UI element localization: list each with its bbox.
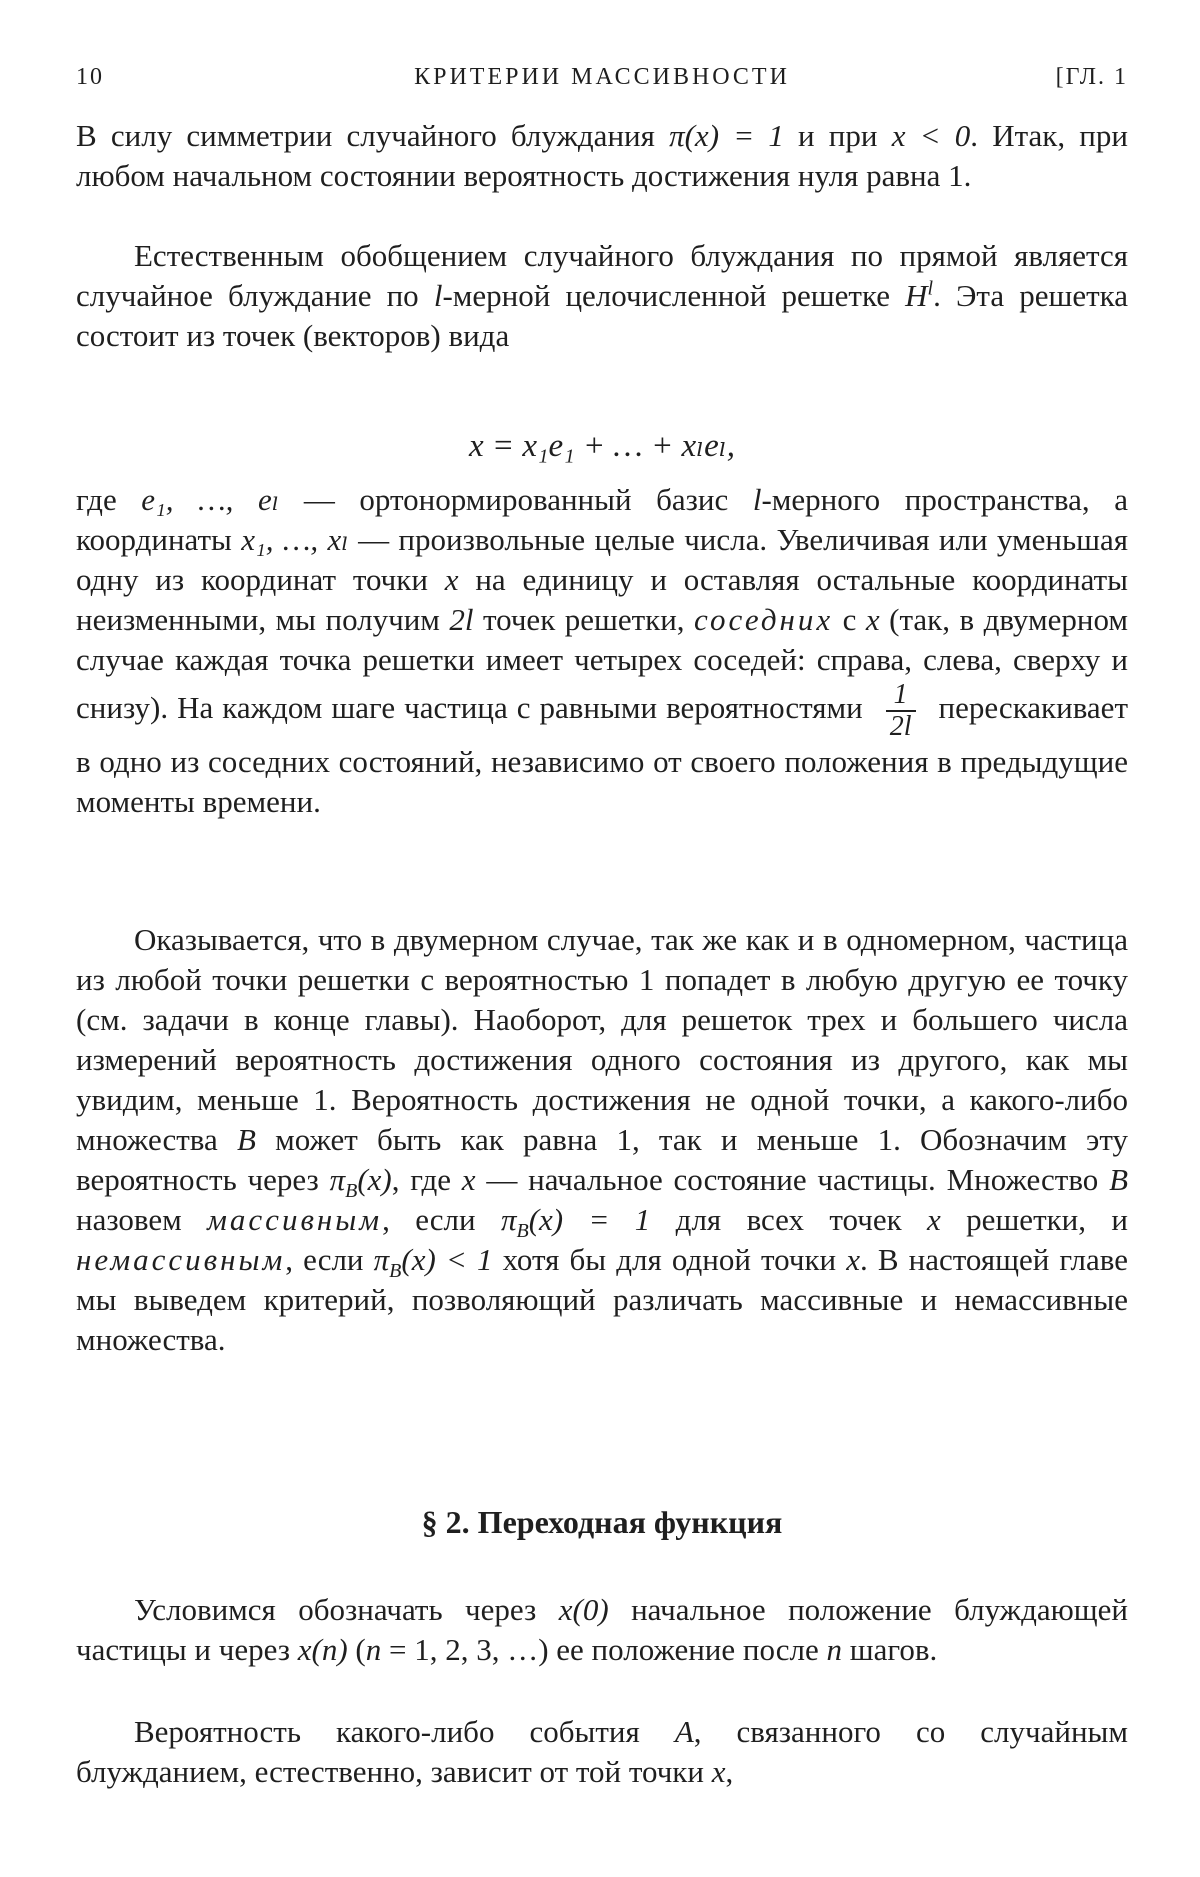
section-heading: § 2. Переходная функция — [421, 1504, 783, 1540]
paragraph-3 — [76, 480, 1128, 822]
math-superscript: l — [927, 277, 934, 300]
text: , — [725, 1754, 734, 1789]
text: , если — [382, 1202, 501, 1237]
text: где — [76, 482, 142, 517]
text: назовем — [76, 1202, 208, 1237]
text: , если — [285, 1242, 374, 1277]
text: ( — [347, 1632, 366, 1667]
text: Оказывается, что в двумерном случае, так же как и в одномерном, частица из любой точки решетки с вероятностью 1 попадет в любую другую ее точку (см. задачи в конце главы). Наоборот, для решеток трех и большего числа измерений вероятность достижения одного состояния из другого, как мы увидим, меньше 1. Вероятность достижения не одной точки, а какого-либо множества — [76, 922, 1128, 1157]
math-symbol: π — [500, 1202, 517, 1237]
paragraph-1 — [76, 116, 1128, 196]
text: перескакивает в одно из соседних состояний, независимо от своего положения в предыдущие моменты времени. — [76, 690, 1128, 819]
math-subscript: B — [389, 1260, 402, 1283]
math-argument: (x) — [357, 1162, 392, 1197]
text: точек решетки, — [473, 602, 695, 637]
math: B — [1109, 1162, 1128, 1197]
text: В силу симметрии случайного блуждания — [76, 118, 670, 153]
text: может быть как равна 1, так и меньше 1. Обозначим эту вероятность через — [76, 1122, 1128, 1197]
running-title: КРИТЕРИИ МАССИВНОСТИ — [414, 64, 790, 90]
paragraph-4 — [76, 920, 1128, 1360]
math: x < 0 — [891, 118, 971, 153]
text: . Эта решетка состоит из точек (векторов) вида — [76, 278, 1129, 353]
math-subscript: B — [345, 1180, 358, 1203]
text: и при — [783, 118, 892, 153]
math-symbol: π — [373, 1242, 390, 1277]
emphasis: массивным — [207, 1202, 383, 1237]
math-subscript: B — [516, 1220, 529, 1243]
math: x — [461, 1162, 476, 1197]
paragraph-5 — [76, 1590, 1128, 1670]
text: , связанного со случайным блужданием, естественно, зависит от той точки — [76, 1714, 1128, 1789]
paragraph-6 — [76, 1712, 1128, 1792]
math-argument: (x) < 1 — [401, 1242, 493, 1277]
text: , где — [391, 1162, 462, 1197]
math-argument: (x) = 1 — [528, 1202, 651, 1237]
text: Условимся обозначать через — [134, 1592, 559, 1627]
chapter-marker: [ГЛ. 1 — [1055, 64, 1128, 90]
text: -мерного пространства, а координаты — [76, 482, 1128, 557]
running-head — [76, 64, 1128, 96]
text: Вероятность какого-либо события — [134, 1714, 675, 1749]
text: на единицу и оставляя остальные координаты неизменными, мы получим — [76, 562, 1128, 637]
math: A — [674, 1714, 694, 1749]
text: . В настоящей главе мы выведем критерий, позволяющий различать массивные и немассивные множества. — [76, 1242, 1129, 1357]
text: начальное положение блуждающей частицы и через — [76, 1592, 1128, 1667]
text: — произвольные целые числа. Увеличивая или уменьшая одну из координат точки — [76, 522, 1128, 597]
math: x(n) — [297, 1632, 348, 1667]
math: x — [444, 562, 459, 597]
text: хотя бы для одной точки — [492, 1242, 847, 1277]
page-number: 10 — [76, 64, 104, 90]
math: 2l — [449, 602, 474, 637]
text: (так, в двумерном случае каждая точка решетки имеет четырех соседей: справа, слева, сверху и снизу). На каждом шаге частица с равными вероятностями — [76, 602, 1128, 726]
math — [905, 278, 933, 313]
math: n — [826, 1632, 842, 1667]
text: шагов. — [842, 1632, 938, 1667]
math: e₁, …, eₗ — [141, 482, 280, 517]
math: π(x) = 1 — [669, 118, 784, 153]
text: для всех точек — [650, 1202, 928, 1237]
math: x — [711, 1754, 726, 1789]
math — [500, 1202, 651, 1243]
math: x — [846, 1242, 860, 1277]
text: — ортонормированный базис — [279, 482, 753, 517]
math: x — [865, 602, 880, 637]
text: решетки, и — [940, 1202, 1128, 1237]
text: = 1, 2, 3, …) ее положение после — [381, 1632, 827, 1667]
math — [329, 1162, 392, 1203]
text: Естественным обобщением случайного блуждания по прямой является случайное блуждание по — [76, 238, 1128, 313]
fraction-denominator: 2l — [886, 710, 916, 742]
text: — начальное состояние частицы. Множество — [475, 1162, 1110, 1197]
emphasis: немассивным — [76, 1242, 286, 1277]
math: B — [236, 1122, 256, 1157]
fraction — [886, 680, 916, 742]
display-formula: x = x₁e₁ + … + xₗeₗ, — [468, 428, 736, 464]
paragraph-2 — [76, 236, 1128, 356]
text: -мерной целочисленной решетке — [442, 278, 906, 313]
text: . Итак, при любом начальном состоянии вероятность достижения нуля равна 1. — [76, 118, 1128, 193]
text: с — [833, 602, 866, 637]
emphasis: соседних — [694, 602, 834, 637]
math-symbol: H — [905, 278, 928, 313]
math: l — [752, 482, 762, 517]
math — [373, 1242, 493, 1283]
math: n — [365, 1632, 382, 1667]
math-symbol: π — [329, 1162, 346, 1197]
math: x(0) — [558, 1592, 609, 1627]
math: x₁, …, xₗ — [241, 522, 349, 557]
math: l — [433, 278, 443, 313]
math: x — [927, 1202, 941, 1237]
fraction-numerator: 1 — [893, 679, 908, 710]
